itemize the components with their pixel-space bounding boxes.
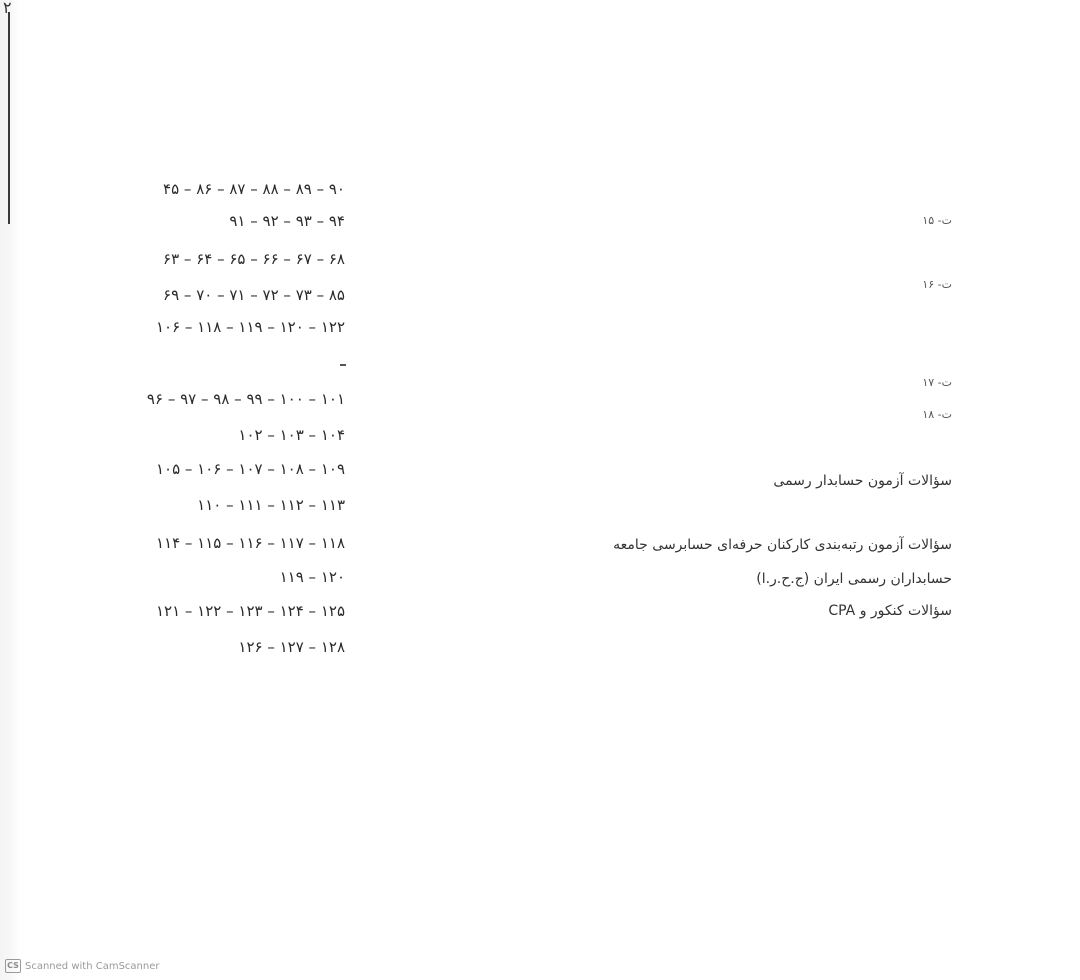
table-ref-18: ت- ۱۸ [922,408,952,421]
scanner-watermark [5,959,160,973]
camscanner-logo-icon: CS [5,959,21,973]
number-list-line: ۶۸ – ۶۷ – ۶۶ – ۶۵ – ۶۴ – ۶۳ [163,250,345,268]
number-list-line: ۱۰۱ – ۱۰۰ – ۹۹ – ۹۸ – ۹۷ – ۹۶ [146,390,345,408]
binding-line [8,12,10,224]
number-list-line: ۱۲۰ – ۱۱۹ [279,568,345,586]
page-binding-edge [0,0,20,980]
table-ref-15: ت- ۱۵ [922,214,952,227]
number-list-line: ۱۲۸ – ۱۲۷ – ۱۲۶ [238,638,345,656]
number-list-line: ۱۰۹ – ۱۰۸ – ۱۰۷ – ۱۰۶ – ۱۰۵ [155,460,345,478]
watermark-text: Scanned with CamScanner [25,960,160,972]
source-label-iacpa: حسابداران رسمی ایران (ج.ح.ر.ا) [756,571,952,587]
number-list-line: ۹۰ – ۸۹ – ۸۸ – ۸۷ – ۸۶ – ۴۵ [163,180,345,198]
source-label-cpa-exam: سؤالات آزمون حسابدار رسمی [773,473,952,489]
number-list-line: ۱۱۸ – ۱۱۷ – ۱۱۶ – ۱۱۵ – ۱۱۴ [155,534,345,552]
stray-dash [340,364,346,366]
source-label-konkur: سؤالات کنکور و CPA [828,603,952,619]
number-list-line: ۸۵ – ۷۳ – ۷۲ – ۷۱ – ۷۰ – ۶۹ [163,286,345,304]
number-list-line: ۱۰۴ – ۱۰۳ – ۱۰۲ [238,426,345,444]
number-list-line: ۱۲۲ – ۱۲۰ – ۱۱۹ – ۱۱۸ – ۱۰۶ [155,318,345,336]
number-list-line: ۹۴ – ۹۳ – ۹۲ – ۹۱ [229,212,345,230]
table-ref-16: ت- ۱۶ [922,278,952,291]
source-label-ranking-exam: سؤالات آزمون رتبه‌بندی کارکنان حرفه‌ای حسابرسی جامعه [613,537,952,553]
table-ref-17: ت- ۱۷ [922,376,952,389]
number-list-line: ۱۲۵ – ۱۲۴ – ۱۲۳ – ۱۲۲ – ۱۲۱ [155,602,345,620]
corner-mark: ٢ [3,0,12,17]
number-list-line: ۱۱۳ – ۱۱۲ – ۱۱۱ – ۱۱۰ [197,496,345,514]
